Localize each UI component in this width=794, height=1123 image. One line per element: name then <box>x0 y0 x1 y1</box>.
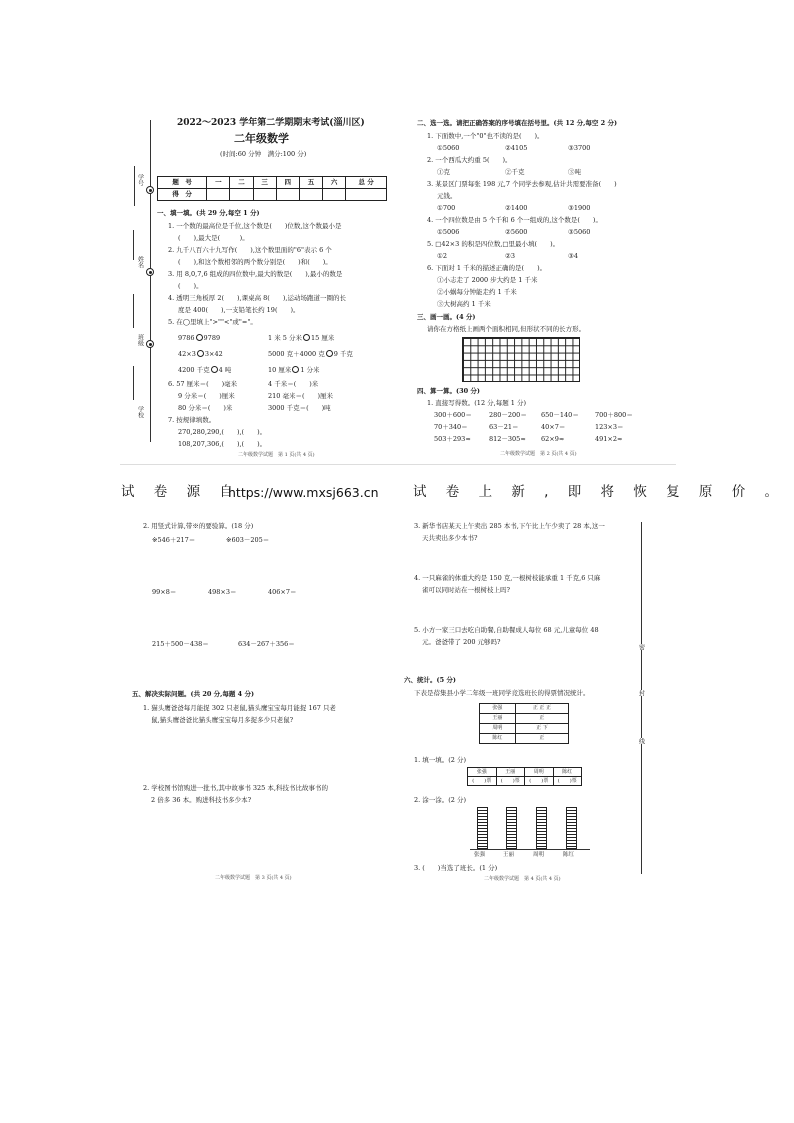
question-text: 2. 用竖式计算,带※的要验算。(18 分) <box>143 522 254 530</box>
option: ③吨 <box>568 168 581 176</box>
vertical-calc: 215＋500－438＝ <box>152 640 209 648</box>
exam-subject: 二年级数学 <box>234 132 289 145</box>
mental-math: 491×2≈ <box>595 435 623 443</box>
compare-row: 1 米 5 分米 15 厘米 <box>268 334 335 342</box>
bar-baseline <box>470 849 590 850</box>
question-text: 210 毫米＝( )厘米 <box>268 392 334 400</box>
score-header-cell: 五 <box>299 177 322 189</box>
blank-bar-column[interactable] <box>506 807 517 849</box>
name-label: 姓名 <box>136 256 144 268</box>
section4-heading: 四、算一算。(30 分) <box>417 387 480 395</box>
section6-heading: 六、统计。(5 分) <box>404 676 456 684</box>
bar-label: 陈红 <box>563 852 575 858</box>
binding-field-line <box>133 230 134 260</box>
question-text: 5. □42×3 的积是四位数,□里最小填( )。 <box>427 240 560 248</box>
question-text: 下表是蓓集县小学二年级一班同学竞选班长的得票情况统计。 <box>414 689 590 697</box>
question-text: 5. 在◯里填上">""<"或"="。 <box>168 318 257 326</box>
score-header-cell: 题 号 <box>158 177 207 189</box>
page-footer: 二年级数学试题 第 2 页(共 4 页) <box>500 451 577 457</box>
fill-cell[interactable]: ( )票 <box>468 777 497 786</box>
compare-circle[interactable] <box>196 334 203 341</box>
question-text: 3. 新华书店某天上午卖出 285 本书,下午比上午少卖了 28 本,这一 <box>414 522 605 530</box>
tally-table <box>479 703 569 744</box>
page-divider <box>120 464 676 465</box>
option: ①2 <box>437 252 447 260</box>
question-text: 请你在方格纸上画两个面积相同,但形状不同的长方形。 <box>427 325 586 333</box>
mental-math: 70＋340＝ <box>434 423 468 431</box>
question-text: 1. 填一填。(2 分) <box>414 756 467 764</box>
question-text: 天共卖出多少本书? <box>422 534 478 542</box>
option: ①5006 <box>437 228 460 236</box>
page-footer: 二年级数学试题 第 3 页(共 4 页) <box>215 875 292 881</box>
question-text: 4. 一个四位数是由 5 个千和 6 个一组成的,这个数是( )。 <box>427 216 602 224</box>
option: ②1400 <box>505 204 528 212</box>
option: ③5060 <box>568 228 591 236</box>
section1-heading: 一、填一填。(共 29 分,每空 1 分) <box>157 209 260 217</box>
seal-label: 封 <box>637 690 645 696</box>
vertical-calc: 99×8＝ <box>152 588 177 596</box>
score-cell[interactable] <box>253 189 276 201</box>
question-text: ( ),最大是( )。 <box>178 234 249 242</box>
tally-marks: 正 <box>515 714 568 724</box>
question-text: 元。爸爸带了 200 元够吗? <box>422 638 501 646</box>
page-footer: 二年级数学试题 第 1 页(共 4 页) <box>238 452 315 458</box>
option: ①5060 <box>437 144 460 152</box>
promo-banner-right: 试 卷 上 新 , 即 将 恢 复 原 价 。 <box>413 484 786 500</box>
vertical-calc: 498×3＝ <box>208 588 237 596</box>
question-text: 3. ( )当选了班长。(1 分) <box>414 864 498 872</box>
fill-cell[interactable]: ( )票 <box>553 777 582 786</box>
score-row-label: 得 分 <box>158 189 207 201</box>
question-text: 雀可以同时站在一根树枝上吗? <box>422 586 510 594</box>
vertical-calc: 634－267＋356＝ <box>238 640 295 648</box>
fill-cell[interactable]: ( )票 <box>525 777 554 786</box>
score-table <box>157 176 387 201</box>
question-text: 1. 一个数的最高位是千位,这个数是( )位数,这个数最小是 <box>168 222 342 230</box>
fill-header: 张强 <box>468 768 497 777</box>
score-cell[interactable] <box>323 189 346 201</box>
question-text: 9 分米＝( )厘米 <box>178 392 235 400</box>
tally-marks: 正 <box>515 734 568 744</box>
question-text: 2. 九千八百六十九写作( ),这个数里面的"6"表示 6 个 <box>168 246 332 254</box>
option: ③4 <box>568 252 578 260</box>
sequence-row: 108,207,306,( ),( )。 <box>178 440 267 448</box>
question-text: 1. 猫头鹰爸爸每月能捉 302 只老鼠,猫头鹰宝宝每月能捉 167 只老 <box>143 704 336 712</box>
option: ②3 <box>505 252 515 260</box>
binding-field-line <box>133 294 134 328</box>
section2-heading: 二、选一选。请把正确答案的序号填在括号里。(共 12 分,每空 2 分) <box>417 119 618 127</box>
question-text: 1. 直接写得数。(12 分,每题 1 分) <box>427 399 527 407</box>
binding-hole <box>146 340 154 348</box>
exam-time-info: (时间:60 分钟 满分:100 分) <box>220 150 307 158</box>
option: ③大树高约 1 千米 <box>437 300 491 308</box>
mental-math: 503＋293≈ <box>434 435 471 443</box>
vertical-calc: ※546＋217＝ <box>152 536 196 544</box>
exam-title: 2022～2023 学年第二学期期末考试(淄川区) <box>177 118 365 128</box>
bar-label: 张强 <box>474 852 486 858</box>
fill-header: 王丽 <box>496 768 525 777</box>
question-text: 5. 小方一家三口去吃自助餐,自助餐成人每位 68 元,儿童每位 48 <box>414 626 599 634</box>
option: ③3700 <box>568 144 591 152</box>
mental-math: 812－305≈ <box>489 435 526 443</box>
promo-banner-left: 试 卷 源 自 <box>121 484 241 500</box>
compare-row: 4200 千克 4 吨 <box>178 366 232 374</box>
compare-row: 10 厘米 1 分米 <box>268 366 320 374</box>
score-header-cell: 一 <box>207 177 230 189</box>
compare-row: 9786 9789 <box>178 334 221 342</box>
question-text: 3. 某景区门票每张 198 元,7 个同学去参观,估计共需要准备( ) <box>427 180 617 188</box>
section5-heading: 五、解决实际问题。(共 20 分,每题 4 分) <box>132 690 255 698</box>
question-text: 2. 学校图书馆购进一批书,其中故事书 325 本,科技书比故事书的 <box>143 784 328 792</box>
compare-circle[interactable] <box>326 350 333 357</box>
tally-name: 陈红 <box>480 734 516 744</box>
blank-bar-column[interactable] <box>536 807 547 849</box>
question-text: 3000 千克＝( )吨 <box>268 404 331 412</box>
score-header-cell: 六 <box>323 177 346 189</box>
score-header-cell: 四 <box>276 177 299 189</box>
seal-label: 密 <box>637 644 645 650</box>
score-header-cell: 二 <box>230 177 253 189</box>
score-header-cell: 三 <box>253 177 276 189</box>
compare-circle[interactable] <box>197 350 204 357</box>
option: ③1900 <box>568 204 591 212</box>
tally-name: 张强 <box>480 704 516 714</box>
question-text: 7. 按规律填数。 <box>168 416 216 424</box>
question-text: 2. 一个西瓜大约重 5( )。 <box>427 156 512 164</box>
section3-heading: 三、画一画。(4 分) <box>417 313 476 321</box>
tally-name: 周明 <box>480 724 516 734</box>
question-text: 4 千米＝( )米 <box>268 380 319 388</box>
vertical-calc: ※603－205＝ <box>226 536 270 544</box>
bar-label: 王丽 <box>503 852 515 858</box>
score-header-cell: 总 分 <box>346 177 387 189</box>
mental-math: 300＋600＝ <box>434 411 472 419</box>
binding-hole <box>146 268 154 276</box>
option: ②4105 <box>505 144 528 152</box>
sequence-row: 270,280,290,( ),( )。 <box>178 428 267 436</box>
option: ①克 <box>437 168 450 176</box>
score-cell[interactable] <box>299 189 322 201</box>
score-cell[interactable] <box>230 189 253 201</box>
mental-math: 40×7＝ <box>541 423 566 431</box>
fill-cell[interactable]: ( )票 <box>496 777 525 786</box>
question-text: 80 分米＝( )米 <box>178 404 233 412</box>
mental-math: 63－21＝ <box>489 423 519 431</box>
vertical-calc: 406×7＝ <box>268 588 297 596</box>
binding-line <box>641 522 642 874</box>
mental-math: 123×3＝ <box>595 423 624 431</box>
question-text: ( )。 <box>178 282 203 290</box>
blank-bar-column[interactable] <box>477 807 488 849</box>
question-text: 度是 400( ),一支铅笔长约 19( )。 <box>178 306 300 314</box>
compare-circle[interactable] <box>292 366 299 373</box>
mental-math: 700＋800＝ <box>595 411 633 419</box>
question-text: 4. 透明三角板厚 2( ),课桌高 8( ),运动场跑道一圈的长 <box>168 294 346 302</box>
question-text: 元钱。 <box>437 192 457 200</box>
option: ②5600 <box>505 228 528 236</box>
question-text: 6. 57 厘米＝( )毫米 <box>168 380 238 388</box>
seal-label: 线 <box>637 738 645 744</box>
page-footer: 二年级数学试题 第 4 页(共 4 页) <box>484 876 561 882</box>
question-text: 1. 下面数中,一个"0"也不读的是( )。 <box>427 132 544 140</box>
option: ①小志走了 2000 步大约是 1 千米 <box>437 276 538 284</box>
compare-circle[interactable] <box>303 334 310 341</box>
option: ②小蜗每分钟能走约 1 千米 <box>437 288 517 296</box>
question-text: 4. 一只麻雀的体重大约是 150 克,一根树枝能承重 1 千克,6 只麻 <box>414 574 601 582</box>
blank-bar-column[interactable] <box>566 807 577 849</box>
fill-table <box>467 767 582 786</box>
question-text: 2 倍多 36 本。购进科技书多少本? <box>151 796 252 804</box>
question-text: ( ),和这个数相邻的两个数分别是( )和( )。 <box>178 258 332 266</box>
binding-line <box>150 120 151 442</box>
binding-field-line <box>133 366 134 400</box>
compare-row: 5000 克＋4000 克 9 千克 <box>268 350 353 358</box>
fill-header: 周明 <box>525 768 554 777</box>
binding-hole <box>146 186 154 194</box>
option: ②千克 <box>505 168 525 176</box>
fill-header: 陈红 <box>553 768 582 777</box>
class-label: 班级 <box>136 334 144 346</box>
question-text: 3. 用 8,0,7,6 组成的四位数中,最大的数是( ),最小的数是 <box>168 270 343 278</box>
student-id-label: 学号 <box>136 174 144 186</box>
drawing-grid[interactable] <box>462 337 580 382</box>
score-cell[interactable] <box>346 189 387 201</box>
score-cell[interactable] <box>207 189 230 201</box>
mental-math: 650－140＝ <box>541 411 579 419</box>
compare-circle[interactable] <box>211 366 218 373</box>
bar-label: 周明 <box>533 852 545 858</box>
question-text: 鼠,猫头鹰爸爸比猫头鹰宝宝每月多捉多少只老鼠? <box>151 716 294 724</box>
compare-row: 42×3 3×42 <box>178 350 223 358</box>
promo-banner-url[interactable]: https://www.mxsj663.cn <box>228 485 379 500</box>
score-cell[interactable] <box>276 189 299 201</box>
tally-marks: 正 正 正 <box>515 704 568 714</box>
mental-math: 280－200＝ <box>489 411 527 419</box>
option: ①700 <box>437 204 456 212</box>
question-text: 6. 下面对 1 千米的描述正确的是( )。 <box>427 264 547 272</box>
school-label: 学校 <box>136 406 144 418</box>
tally-name: 王丽 <box>480 714 516 724</box>
tally-marks: 正 下 <box>515 724 568 734</box>
question-text: 2. 涂一涂。(2 分) <box>414 796 467 804</box>
binding-field-line <box>134 166 135 206</box>
mental-math: 62×9≈ <box>541 435 565 443</box>
